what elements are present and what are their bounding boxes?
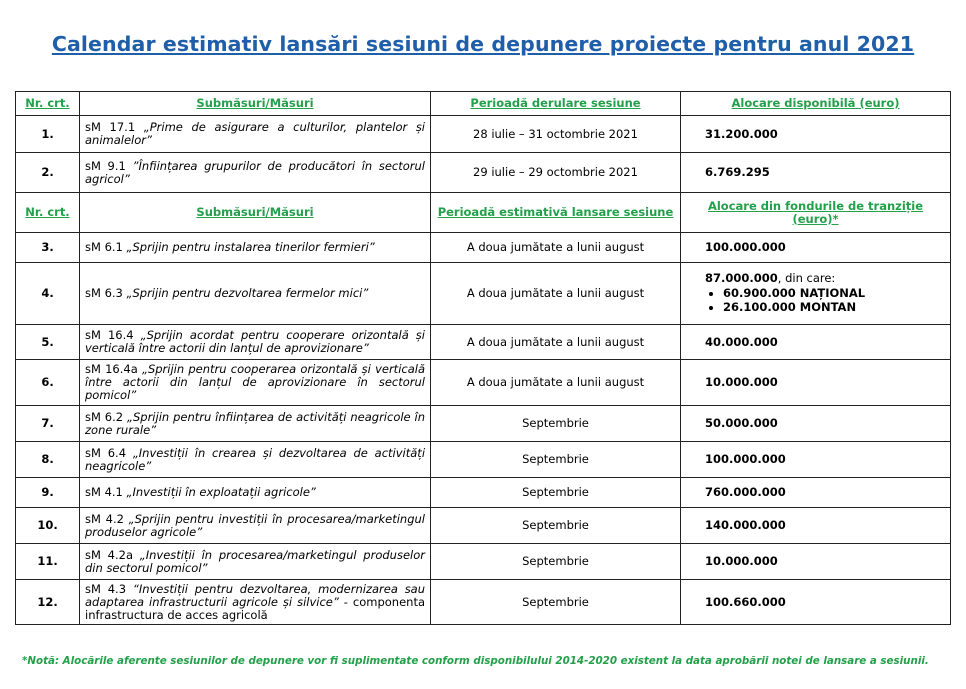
row-allocation: 760.000.000 [681,478,951,508]
table-row [16,580,951,625]
table-header-row [16,193,951,233]
list-item: • 60.900.000 NAȚIONAL [723,287,945,300]
measure-name: „Sprijin pentru cooperarea orizontală și verticală între actorii din lanțul de aprovizionare în sectorul pomicol” [85,362,425,402]
measure-code: sM 4.2a [85,547,133,562]
row-number: 10. [16,508,80,544]
row-submeasure [80,116,431,153]
row-submeasure [80,360,431,406]
header-allocation: Alocare disponibilă (euro) [681,92,951,116]
row-submeasure [80,544,431,580]
measure-name: „Sprijin pentru instalarea tinerilor fermieri” [126,240,375,254]
measure-name: „Sprijin acordat pentru cooperare orizontală și verticală între actorii din lanțul de aprovizionare” [85,328,425,355]
row-period: Septembrie [431,544,681,580]
header-allocation: Alocare din fondurile de tranziție (euro)* [681,193,951,233]
footnote [22,655,952,667]
table-row [16,263,951,325]
row-submeasure [80,233,431,263]
row-submeasure [80,478,431,508]
row-number: 1. [16,116,80,153]
page-title: Calendar estimativ lansări sesiuni de depunere proiecte pentru anul 2021 [51,32,915,56]
row-number: 12. [16,580,80,625]
row-submeasure [80,406,431,442]
header-period: Perioadă derulare sesiune [431,92,681,116]
row-number: 9. [16,478,80,508]
table-row [16,360,951,406]
row-period: Septembrie [431,508,681,544]
header-submeasures: Submăsuri/Măsuri [80,92,431,116]
row-period: A doua jumătate a lunii august [431,325,681,360]
row-period: 28 iulie – 31 octombrie 2021 [431,116,681,153]
row-number: 7. [16,406,80,442]
row-allocation [681,263,951,325]
footnote-text: Alocările aferente sesiunilor de depunere vor fi suplimentate conform disponibilului 2014-2020 existent la data aprobării notei de lansare a sesiunii. [59,655,929,667]
measure-name: “Investiții pentru dezvoltarea, modernizarea sau adaptarea infrastructurii agricole și silvice” [85,581,426,609]
header-submeasures: Submăsuri/Măsuri [80,193,431,233]
row-period: A doua jumătate a lunii august [431,360,681,406]
measure-code: sM 6.4 [85,445,127,460]
measure-name: „Sprijin pentru înființarea de activități neagricole în zone rurale” [85,409,426,437]
row-number: 5. [16,325,80,360]
table-row [16,478,951,508]
row-period: Septembrie [431,478,681,508]
row-allocation: 50.000.000 [681,406,951,442]
measure-name: „Sprijin pentru dezvoltarea fermelor mici” [126,286,369,300]
row-number: 3. [16,233,80,263]
row-submeasure [80,325,431,360]
table-row [16,233,951,263]
row-period: A doua jumătate a lunii august [431,263,681,325]
row-allocation: 6.769.295 [681,153,951,193]
table-row [16,442,951,478]
row-submeasure [80,580,431,625]
row-submeasure [80,442,431,478]
measure-name: „Investiții în exploatații agricole” [126,485,316,499]
row-allocation: 40.000.000 [681,325,951,360]
measure-code: sM 17.1 [85,120,136,134]
row-number: 4. [16,263,80,325]
list-item: • 26.100.000 MONTAN [723,301,945,314]
table-row [16,153,951,193]
row-allocation: 140.000.000 [681,508,951,544]
measure-name: ”Înființarea grupurilor de producători în sectorul agricol” [85,158,425,186]
measure-code: sM 4.3 [85,581,127,596]
row-number: 11. [16,544,80,580]
measure-code: sM 6.2 [85,409,124,424]
measure-name: „Sprijin pentru investiții în procesarea/marketingul produselor agricole” [85,511,425,539]
row-submeasure [80,263,431,325]
row-period: A doua jumătate a lunii august [431,233,681,263]
row-allocation: 31.200.000 [681,116,951,153]
row-allocation: 10.000.000 [681,544,951,580]
row-allocation: 100.000.000 [681,442,951,478]
table-row [16,325,951,360]
row-allocation: 100.660.000 [681,580,951,625]
row-period: Septembrie [431,406,681,442]
row-submeasure [80,508,431,544]
measure-code: sM 6.1 [85,240,123,254]
row-number: 2. [16,153,80,193]
allocation-breakdown [705,287,945,314]
row-period: Septembrie [431,442,681,478]
measure-name-suffix: - componenta infrastructura de acces agricolă [85,594,425,622]
measure-name: „Prime de asigurare a culturilor, plantelor și animalelor” [85,120,426,147]
row-period: Septembrie [431,580,681,625]
measure-code: sM 4.2 [85,511,124,526]
header-nr: Nr. crt. [16,92,80,116]
row-period: 29 iulie – 29 octombrie 2021 [431,153,681,193]
measure-code: sM 4.1 [85,485,123,499]
table-row [16,406,951,442]
table-row [16,544,951,580]
allocation-suffix: , din care: [777,271,836,285]
table-row [16,508,951,544]
row-number: 6. [16,360,80,406]
measure-code: sM 16.4 [85,328,134,342]
row-number: 8. [16,442,80,478]
table-row [16,116,951,153]
measure-name: „Investiții în crearea și dezvoltarea de activități neagricole” [85,445,426,473]
measure-code: sM 16.4a [85,362,138,376]
row-allocation: 10.000.000 [681,360,951,406]
header-period: Perioadă estimativă lansare sesiune [431,193,681,233]
row-submeasure [80,153,431,193]
measure-code: sM 6.3 [85,286,123,300]
footnote-label: *Notă: [22,655,60,667]
sessions-table [15,91,951,625]
table-header-row [16,92,951,116]
row-allocation: 100.000.000 [681,233,951,263]
allocation-total: 87.000.000 [705,271,778,285]
header-nr: Nr. crt. [16,193,80,233]
measure-code: sM 9.1 [85,158,126,173]
measure-name: „Investiții în procesarea/marketingul produselor din sectorul pomicol” [85,547,425,575]
